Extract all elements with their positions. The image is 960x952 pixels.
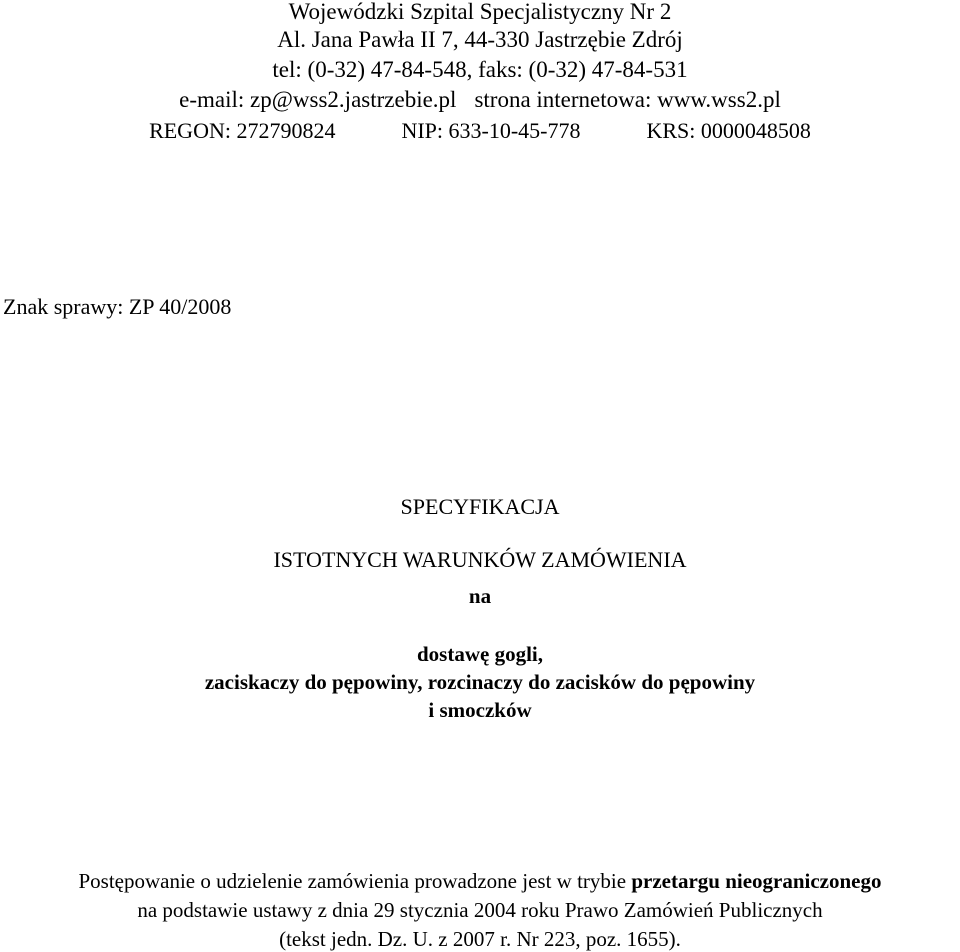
hospital-contact-web (0, 88, 960, 111)
document-title: SPECYFIKACJA (400, 494, 560, 519)
regon-text: REGON: 272790824 (149, 118, 336, 143)
document-title-connector: na (468, 584, 492, 608)
website-text: strona internetowa: www.wss2.pl (474, 87, 781, 112)
subject-line-3: i smoczków (428, 698, 532, 722)
hospital-name: Wojewódzki Szpital Specjalistyczny Nr 2 (288, 0, 672, 24)
procedure-statement (0, 871, 960, 892)
legal-basis: na podstawie ustawy z dnia 29 stycznia 2004 roku Prawo Zamówień Publicznych (137, 898, 823, 922)
case-number: Znak sprawy: ZP 40/2008 (3, 294, 232, 319)
procedure-prefix: Postępowanie o udzielenie zamówienia prowadzone jest w trybie (78, 869, 632, 893)
hospital-phone-fax: tel: (0-32) 47-84-548, faks: (0-32) 47-84-531 (272, 57, 688, 82)
document-title-line2: ISTOTNYCH WARUNKÓW ZAMÓWIENIA (273, 547, 687, 572)
krs-text: KRS: 0000048508 (646, 118, 811, 143)
nip-text: NIP: 633-10-45-778 (401, 118, 581, 143)
procedure-mode: przetargu nieograniczonego (631, 869, 882, 893)
subject-line-2: zaciskaczy do pępowiny, rozcinaczy do zacisków do pępowiny (204, 670, 756, 694)
hospital-address: Al. Jana Pawła II 7, 44-330 Jastrzębie Zdrój (277, 27, 683, 52)
email-text: e-mail: zp@wss2.jastrzebie.pl (179, 87, 457, 112)
hospital-registry-numbers (0, 120, 960, 142)
legal-reference: (tekst jedn. Dz. U. z 2007 r. Nr 223, poz. 1655). (279, 927, 681, 951)
subject-line-1: dostawę gogli, (417, 642, 543, 666)
